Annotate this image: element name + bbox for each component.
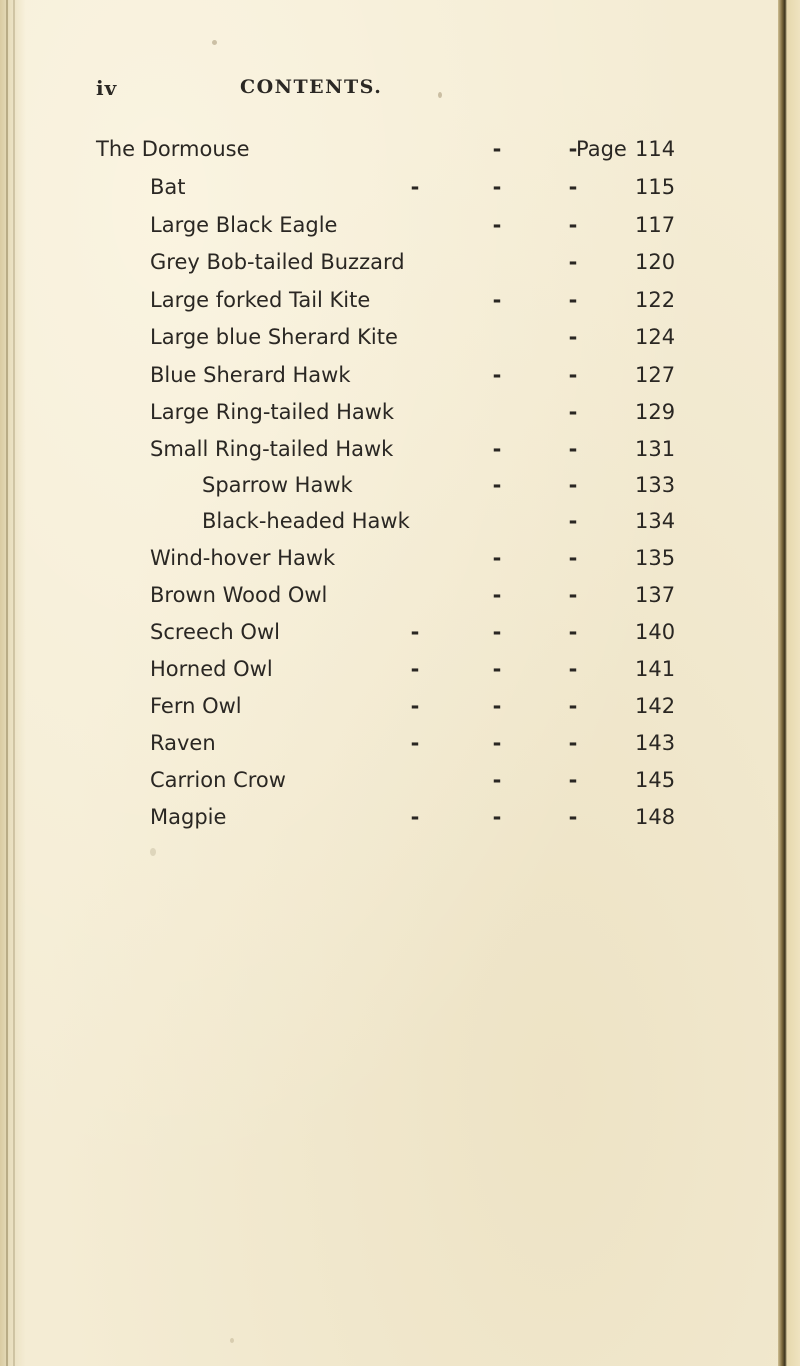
leader-dash: - [568, 620, 578, 644]
leader-dash: - [568, 583, 578, 607]
toc-entry-page-number: 133 [635, 473, 676, 497]
toc-entry-title: Screech Owl [150, 620, 280, 644]
leader-dash: - [568, 509, 578, 533]
toc-entry [0, 247, 800, 277]
leader-dash: - [492, 546, 502, 570]
leader-dash: - [492, 175, 502, 199]
leader-dash: - [568, 325, 578, 349]
leader-dash: - [568, 288, 578, 312]
leader-dash: - [492, 768, 502, 792]
toc-entry-title: The Dormouse [96, 137, 250, 161]
leader-dash: - [492, 620, 502, 644]
leader-dash: - [568, 657, 578, 681]
leader-dash: - [410, 731, 420, 755]
toc-entry-page-number: 131 [635, 437, 676, 461]
leader-dash: - [568, 473, 578, 497]
toc-entry-page-number: 124 [635, 325, 676, 349]
page-folio: iv [96, 76, 118, 100]
leader-dash: - [492, 805, 502, 829]
toc-entry [0, 397, 800, 427]
toc-entry-title: Large Black Eagle [150, 213, 338, 237]
toc-entry [0, 506, 800, 536]
toc-entry-page-number: 148 [635, 805, 676, 829]
toc-entry-page-number: 142 [635, 694, 676, 718]
leader-dash: - [568, 363, 578, 387]
toc-entry-page-number: 127 [635, 363, 676, 387]
toc-entry-title: Grey Bob-tailed Buzzard [150, 250, 405, 274]
toc-entry-title: Blue Sherard Hawk [150, 363, 351, 387]
leader-dash: - [568, 213, 578, 237]
leader-dash: - [410, 175, 420, 199]
toc-entry [0, 434, 800, 464]
paper-speck [150, 848, 156, 856]
toc-entry-title: Horned Owl [150, 657, 273, 681]
toc-entry [0, 728, 800, 758]
leader-dash: - [492, 288, 502, 312]
leader-dash: - [492, 694, 502, 718]
leader-dash: - [492, 437, 502, 461]
toc-entry [0, 543, 800, 573]
toc-entry-page-number: 137 [635, 583, 676, 607]
page-label: Page [576, 137, 627, 161]
toc-entry-page-number: 129 [635, 400, 676, 424]
leader-dash: - [410, 620, 420, 644]
toc-entry-title: Black-headed Hawk [202, 509, 410, 533]
leader-dash: - [410, 657, 420, 681]
page-running-title: CONTENTS. [240, 76, 383, 98]
toc-entry-title: Raven [150, 731, 216, 755]
toc-entry-page-number: 141 [635, 657, 676, 681]
toc-entry-page-number: 115 [635, 175, 676, 199]
paper-speck [438, 92, 442, 98]
toc-entry-title: Wind-hover Hawk [150, 546, 336, 570]
toc-entry [0, 134, 800, 164]
toc-entry-page-number: 135 [635, 546, 676, 570]
toc-entry-title: Brown Wood Owl [150, 583, 328, 607]
toc-entry-page-number: 140 [635, 620, 676, 644]
toc-entry [0, 285, 800, 315]
toc-entry-page-number: 145 [635, 768, 676, 792]
toc-entry-page-number: 117 [635, 213, 676, 237]
toc-entry-title: Large blue Sherard Kite [150, 325, 398, 349]
toc-entry [0, 360, 800, 390]
leader-dash: - [492, 583, 502, 607]
toc-entry-page-number: 120 [635, 250, 676, 274]
leader-dash: - [410, 805, 420, 829]
leader-dash: - [410, 694, 420, 718]
toc-entry-title: Carrion Crow [150, 768, 286, 792]
toc-entry [0, 765, 800, 795]
toc-entry [0, 617, 800, 647]
leader-dash: - [568, 437, 578, 461]
leader-dash: - [568, 768, 578, 792]
leader-dash: - [568, 137, 578, 161]
toc-entry-page-number: 114 [635, 137, 676, 161]
toc-entry-title: Large Ring-tailed Hawk [150, 400, 395, 424]
paper-speck [212, 40, 217, 45]
leader-dash: - [568, 175, 578, 199]
toc-entry [0, 322, 800, 352]
leader-dash: - [568, 546, 578, 570]
leader-dash: - [492, 213, 502, 237]
toc-entry-page-number: 143 [635, 731, 676, 755]
toc-entry [0, 470, 800, 500]
toc-entry [0, 802, 800, 832]
toc-entry-page-number: 122 [635, 288, 676, 312]
toc-entry [0, 210, 800, 240]
toc-entry-title: Large forked Tail Kite [150, 288, 371, 312]
toc-entry-title: Sparrow Hawk [202, 473, 353, 497]
leader-dash: - [492, 657, 502, 681]
leader-dash: - [568, 400, 578, 424]
toc-entry-page-number: 134 [635, 509, 676, 533]
leader-dash: - [568, 805, 578, 829]
leader-dash: - [568, 250, 578, 274]
leader-dash: - [492, 137, 502, 161]
leader-dash: - [492, 731, 502, 755]
leader-dash: - [568, 731, 578, 755]
toc-entry-title: Magpie [150, 805, 227, 829]
paper-speck [230, 1338, 234, 1343]
toc-entry-title: Small Ring-tailed Hawk [150, 437, 394, 461]
leader-dash: - [568, 694, 578, 718]
leader-dash: - [492, 473, 502, 497]
leader-dash: - [492, 363, 502, 387]
toc-entry-title: Fern Owl [150, 694, 242, 718]
toc-entry [0, 580, 800, 610]
toc-entry [0, 172, 800, 202]
toc-entry [0, 691, 800, 721]
toc-entry-title: Bat [150, 175, 186, 199]
toc-entry [0, 654, 800, 684]
